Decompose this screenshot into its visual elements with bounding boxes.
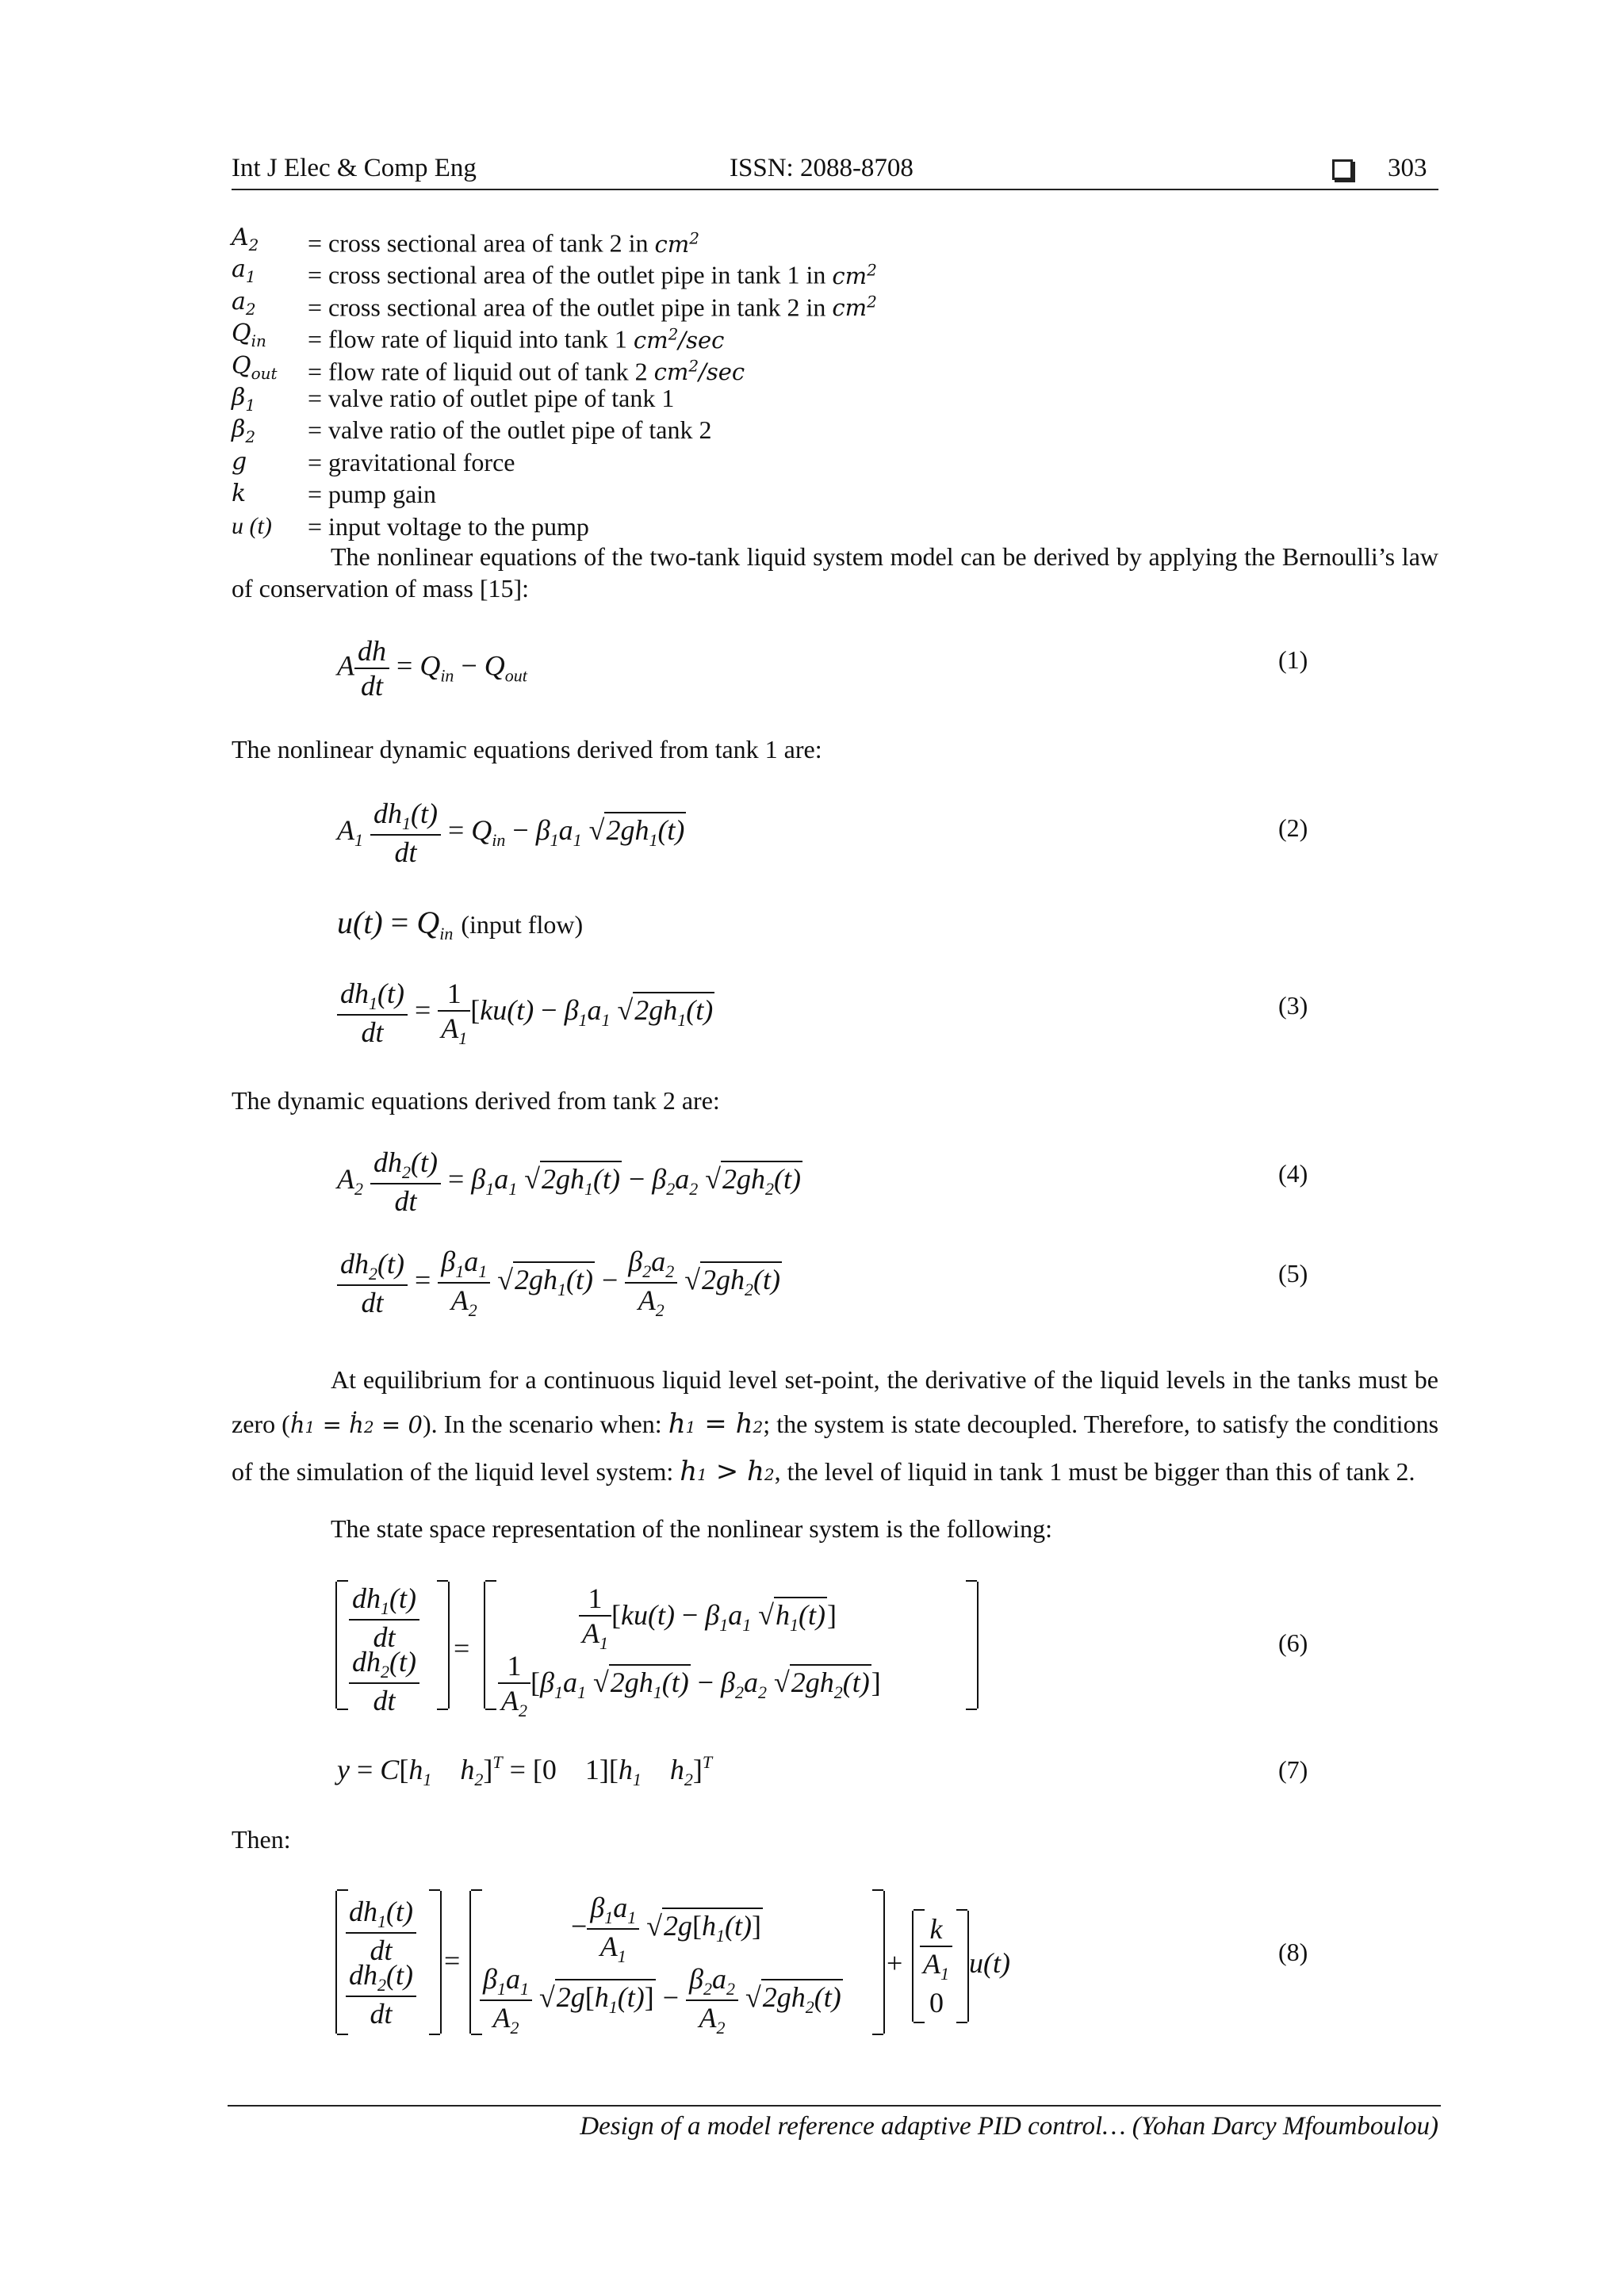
equation-number: (4) — [1278, 1159, 1308, 1188]
tank2-paragraph: The dynamic equations derived from tank 2 are: — [232, 1086, 720, 1115]
square-bullet-icon — [1332, 154, 1353, 183]
equation-number: (3) — [1278, 991, 1308, 1020]
issn: ISSN: 2088-8708 — [730, 154, 914, 182]
tank1-paragraph: The nonlinear dynamic equations derived from tank 1 are: — [232, 735, 822, 763]
equation-number: (7) — [1278, 1755, 1308, 1784]
symbol: $\beta_2$ — [232, 415, 256, 447]
symbol: k — [232, 480, 247, 508]
equation-1: A $\frac{dh}{dt}$ = $Q_{in} - Q_{out}$ — [337, 635, 527, 702]
equation-3: $\frac{dh_1(t)}{dt}$ = $\frac{1}{A_1}$ [$ku(t) - \beta_1a_1$ $√2gh_1(t)$ — [337, 977, 714, 1049]
definition-text: = valve ratio of the outlet pipe of tank 2 — [308, 415, 712, 445]
equation-number: (2) — [1278, 813, 1308, 842]
equation-number: (6) — [1278, 1628, 1308, 1657]
definition-text: = gravitational force — [308, 447, 515, 476]
equation-number: (1) — [1278, 645, 1308, 674]
page-number: 303 — [1388, 154, 1427, 182]
symbol: $a_2$ — [232, 287, 256, 319]
equation-4: $A_2$ $\frac{dh_2(t)}{dt}$ = $\beta_1a_1$ $√2gh_1(t) - \beta_2a_2$ $√2gh_2(t)$ — [337, 1146, 801, 1217]
running-footer: Design of a model reference adaptive PID control… (Yohan Darcy Mfoumboulou) — [580, 2112, 1438, 2141]
equation-7: $y = C[h_1$ $h_2]^T = [0$ $1][h_1$ $h_2]^T$ — [337, 1752, 713, 1789]
definition-text: = flow rate of liquid into tank 1 $cm^2/\sec$ — [308, 324, 725, 354]
symbol: g — [232, 447, 247, 476]
definition-text: = cross sectional area of the outlet pipe in tank 1 in $cm^2$ — [308, 260, 877, 290]
state-space-paragraph: The state space representation of the nonlinear system is the following: — [331, 1514, 1052, 1543]
definition-text: = pump gain — [308, 480, 437, 509]
equation-2: $A_1$ $\frac{dh_1(t)}{dt}$ = $Q_{in} - \beta_1a_1$ $√2gh_1(t)$ — [337, 798, 685, 868]
symbol: $A_2$ — [232, 224, 259, 254]
definition-text: = cross sectional area of the outlet pipe in tank 2 in $cm^2$ — [308, 292, 877, 322]
intro-paragraph: The nonlinear equations of the two-tank liquid system model can be derived by applying the Bernoulli’s law of conservation of mass [15]: — [232, 542, 1438, 603]
symbol: u (t) — [232, 512, 272, 539]
then-label: Then: — [232, 1825, 291, 1854]
definition-text: = input voltage to the pump — [308, 511, 589, 541]
input-flow-equation: $u(t) = Q_{in}$ (input flow) — [337, 905, 584, 943]
symbol: $a_1$ — [232, 255, 256, 287]
equation-5: $\frac{dh_2(t)}{dt}$ = $\frac{\beta_1a_1}{A_2}$ $√2gh_1(t)$ − $\frac{\beta_2a_2}{A_2}$ $√2gh_2(t)$ — [337, 1245, 782, 1321]
equation-number: (8) — [1278, 1938, 1308, 1966]
equation-number: (5) — [1278, 1259, 1308, 1288]
journal-name: Int J Elec & Comp Eng — [232, 154, 477, 182]
symbol: $Q_{in}$ — [232, 320, 266, 351]
equilibrium-paragraph: At equilibrium for a continuous liquid level set-point, the derivative of the liquid levels in the tanks must be zero (ḣ1 = ḣ2 = 0). In the scenario when: h1 = h2; the system is state decoupled. Therefore, to satisfy the conditions of the simulation of the liquid level system: h1 > h2, the level of liquid in tank 1 must be bigger than this of tank 2. — [232, 1365, 1439, 1487]
footer-rule — [228, 2105, 1441, 2107]
header-rule — [232, 189, 1438, 190]
symbol: $\beta_1$ — [232, 383, 256, 415]
definition-text: = flow rate of liquid out of tank 2 $cm^2/\sec$ — [308, 356, 745, 386]
definition-text: = valve ratio of outlet pipe of tank 1 — [308, 383, 675, 412]
definition-text: = cross sectional area of tank 2 in $cm^2$ — [308, 228, 699, 258]
symbol: $Q_{out}$ — [232, 351, 278, 383]
